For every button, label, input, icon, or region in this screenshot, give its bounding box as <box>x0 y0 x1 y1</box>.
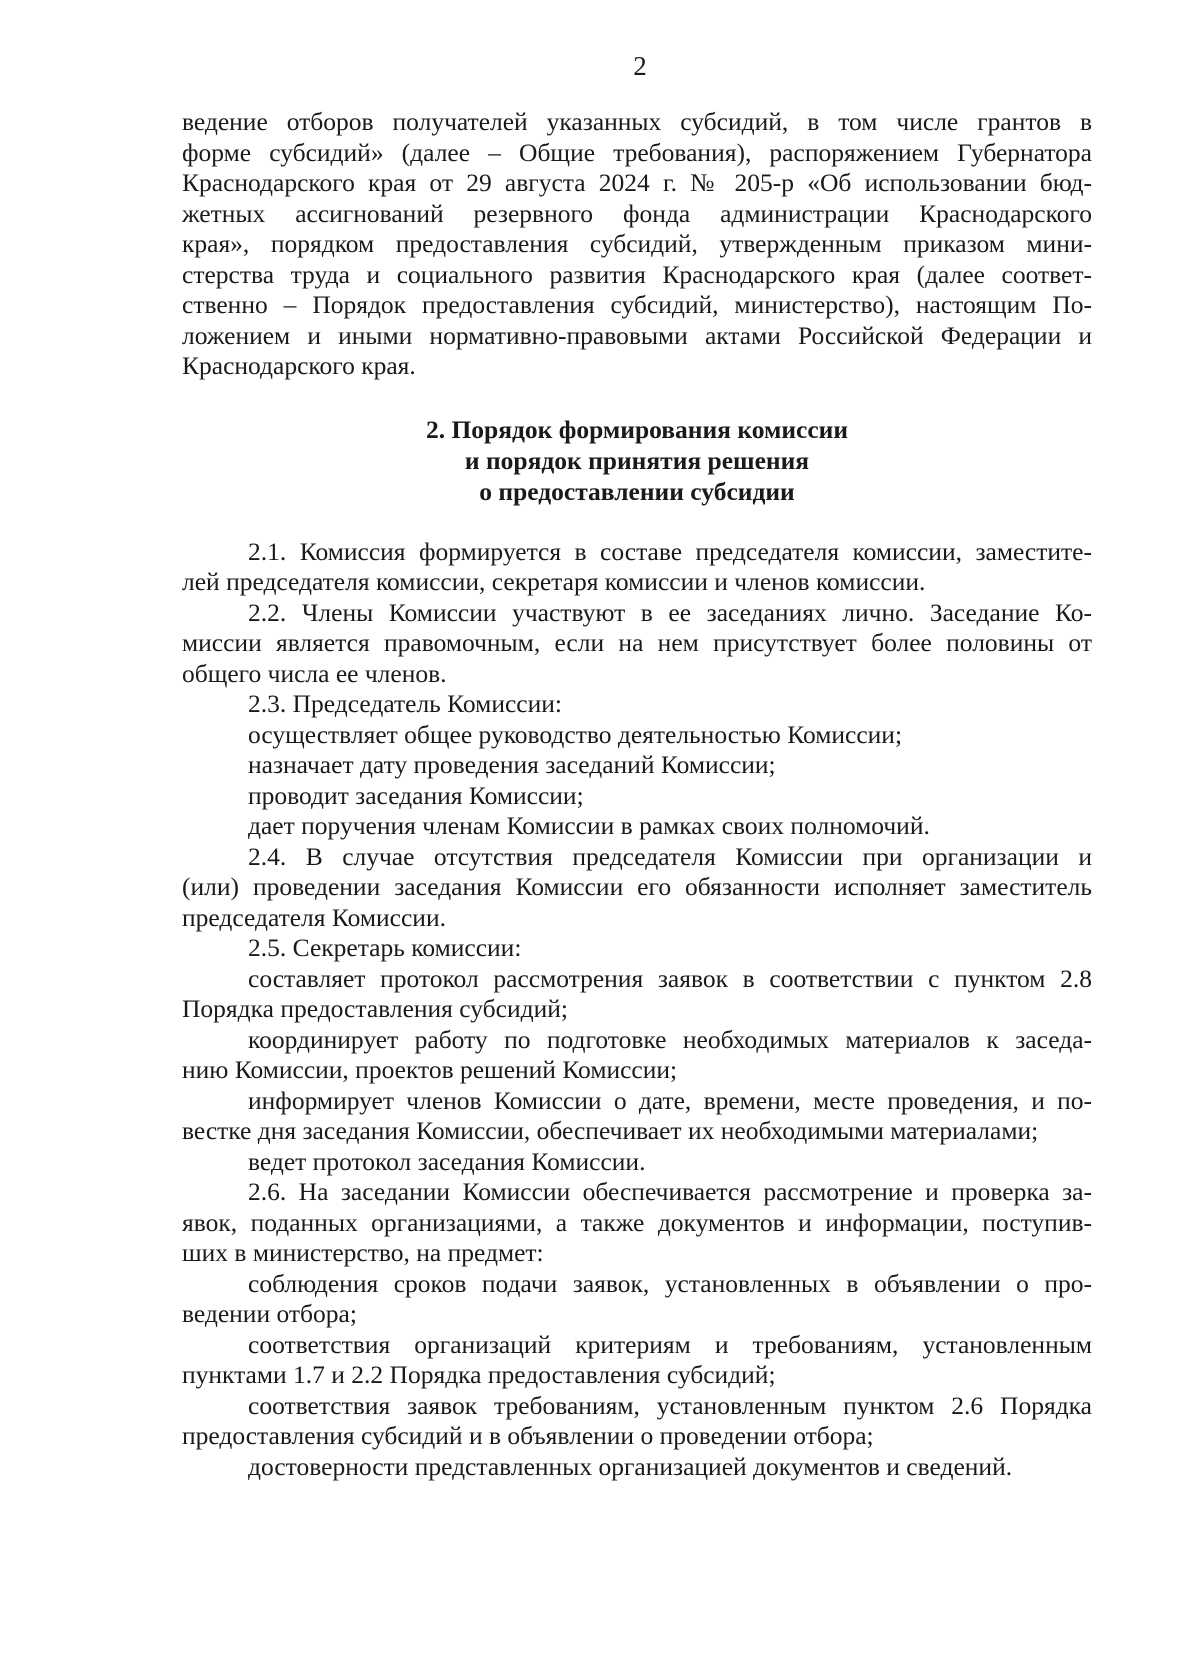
heading-line: 2. Порядок формирования комиссии <box>425 414 849 444</box>
paragraph-2-1 <box>182 537 1092 598</box>
text-line: 2.5. Секретарь комиссии: <box>248 933 522 962</box>
text-line: 2.1. Комиссия формируется в составе председателя комиссии, заместите- <box>248 536 1092 566</box>
text-line: Порядка предоставления субсидий; <box>182 994 568 1023</box>
text-line: общего числа ее членов. <box>182 658 447 688</box>
paragraph-2-2 <box>182 598 1092 690</box>
text-line: соответствия заявок требованиям, установленным пунктом 2.6 Порядка <box>248 1390 1092 1420</box>
list-item <box>182 811 1092 842</box>
text-line: информирует членов Комиссии о дате, времени, месте проведения, и по- <box>248 1085 1092 1115</box>
text-line: миссии является правомочным, если на нем присутствует более половины от <box>182 628 1092 657</box>
text-line: назначает дату проведения заседаний Комиссии; <box>248 750 776 779</box>
text-line: 2.6. На заседании Комиссии обеспечивается рассмотрение и проверка за- <box>248 1177 1092 1206</box>
text-line: предоставления субсидий и в объявлении о проведении отбора; <box>182 1421 874 1450</box>
paragraph-2-6 <box>182 1177 1092 1269</box>
text-line: проводит заседания Комиссии; <box>248 780 584 810</box>
text-line: ведет протокол заседания Комиссии. <box>248 1146 646 1176</box>
text-line: ведении отбора; <box>182 1299 357 1328</box>
text-line: пунктами 1.7 и 2.2 Порядка предоставления субсидий; <box>182 1360 776 1389</box>
text-line: 2.4. В случае отсутствия председателя Комиссии при организации и <box>248 841 1092 871</box>
text-line: лей председателя комиссии, секретаря комиссии и членов комиссии. <box>182 567 926 596</box>
text-line: достоверности представленных организацией документов и сведений. <box>248 1451 1013 1481</box>
text-line: ших в министерство, на предмет: <box>182 1238 544 1267</box>
document-body <box>182 107 1092 1482</box>
text-line: ственно – Порядок предоставления субсидий, министерство), настоящим По- <box>182 290 1092 319</box>
text-line: 2.3. Председатель Комиссии: <box>248 689 562 718</box>
list-item <box>182 1330 1092 1391</box>
list-item <box>182 1269 1092 1330</box>
text-line: форме субсидий» (далее – Общие требования), распоряжением Губернатора <box>182 137 1092 167</box>
list-item <box>182 1391 1092 1452</box>
text-line: Краснодарского края. <box>182 351 416 380</box>
text-line: осуществляет общее руководство деятельностью Комиссии; <box>248 719 903 749</box>
list-item <box>182 781 1092 812</box>
page-number: 2 <box>633 51 647 81</box>
list-item <box>182 964 1092 1025</box>
text-line: ведение отборов получателей указанных субсидий, в том числе грантов в <box>182 107 1092 136</box>
list-item <box>182 750 1092 781</box>
list-item <box>182 1086 1092 1147</box>
text-line: края», порядком предоставления субсидий, утвержденным приказом мини- <box>182 229 1092 258</box>
paragraph-2-3 <box>182 689 1092 720</box>
list-item <box>182 1025 1092 1086</box>
text-line: соответствия организаций критериям и требованиям, установленным <box>248 1329 1092 1359</box>
paragraph-2-4 <box>182 842 1092 934</box>
text-line: нию Комиссии, проектов решений Комиссии; <box>182 1055 678 1084</box>
text-line: явок, поданных организациями, а также документов и информации, поступив- <box>182 1207 1092 1237</box>
text-line: стерства труда и социального развития Краснодарского края (далее соответ- <box>182 259 1092 289</box>
list-item <box>182 1147 1092 1178</box>
text-line: жетных ассигнований резервного фонда администрации Краснодарского <box>182 198 1092 228</box>
text-line: 2.2. Члены Комиссии участвуют в ее заседаниях лично. Заседание Ко- <box>248 597 1092 627</box>
section-heading <box>182 414 1092 507</box>
text-line: (или) проведении заседания Комиссии его обязанности исполняет заместитель <box>182 872 1092 901</box>
heading-line: о предоставлении субсидии <box>479 476 795 506</box>
text-line: координирует работу по подготовке необходимых материалов к заседа- <box>248 1024 1092 1054</box>
text-line: составляет протокол рассмотрения заявок в соответствии с пунктом 2.8 <box>248 963 1092 993</box>
heading-line: и порядок принятия решения <box>464 445 810 475</box>
text-line: дает поручения членам Комиссии в рамках своих полномочий. <box>248 811 930 840</box>
text-line: председателя Комиссии. <box>182 902 446 932</box>
list-item <box>182 1452 1092 1483</box>
text-line: ложением и иными нормативно-правовыми актами Российской Федерации и <box>182 320 1092 350</box>
text-line: соблюдения сроков подачи заявок, установленных в объявлении о про- <box>248 1268 1092 1298</box>
paragraph-2-5 <box>182 933 1092 964</box>
text-line: Краснодарского края от 29 августа 2024 г. № 205-р «Об использовании бюд- <box>182 168 1092 197</box>
intro-paragraph <box>182 107 1092 382</box>
list-item <box>182 720 1092 751</box>
text-line: вестке дня заседания Комиссии, обеспечивает их необходимыми материалами; <box>182 1116 1039 1145</box>
